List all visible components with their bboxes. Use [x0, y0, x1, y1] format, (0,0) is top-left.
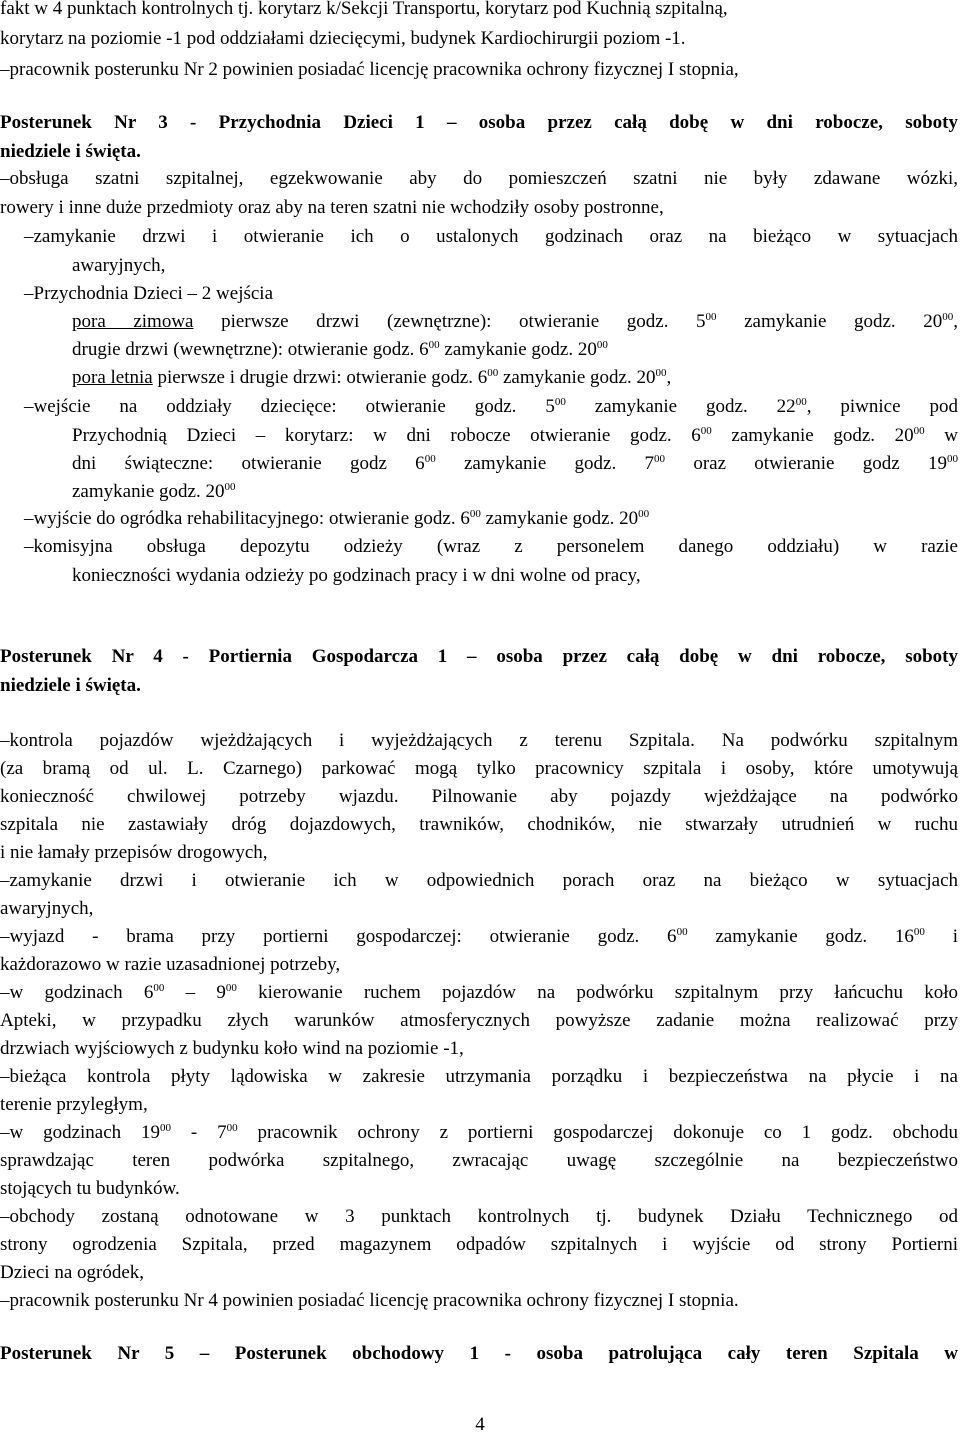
text-span: ,	[666, 367, 672, 388]
text-line	[0, 925, 958, 949]
text-line: fakt w 4 punktach kontrolnych tj. korytarz k/Sekcji Transportu, korytarz pod Kuchnią szpitalną,	[0, 0, 728, 19]
text-line: stojących tu budynków.	[0, 1178, 180, 1199]
superscript-minutes: 00	[947, 453, 959, 465]
text-line: sprawdzając teren podwórka szpitalnego, zwracając uwagę szczególnie na bezpieczeństwo	[0, 1150, 958, 1171]
text-span: zamykanie godz. 20	[498, 367, 656, 388]
text-span: –wejście na oddziały dziecięce: otwieranie godz. 5	[24, 396, 555, 417]
superscript-minutes: 00	[913, 926, 925, 938]
superscript-minutes: 00	[554, 396, 566, 408]
text-line: konieczność chwilowej potrzeby wjazdu. Pilnowanie aby pojazdy wjeżdżające na podwórko	[0, 786, 958, 807]
superscript-minutes: 00	[226, 1122, 238, 1134]
text-line	[72, 338, 958, 362]
text-span: zamykanie godz. 20	[716, 311, 943, 332]
text-span: - 7	[171, 1122, 227, 1143]
superscript-minutes: 00	[655, 367, 667, 379]
text-line: i nie łamały przepisów drogowych,	[0, 842, 268, 863]
text-line: –kontrola pojazdów wjeżdżających i wyjeżdżających z terenu Szpitala. Na podwórku szpitalnym	[0, 730, 958, 751]
text-line: –obchody zostaną odnotowane w 3 punktach kontrolnych tj. budynek Działu Technicznego od	[0, 1206, 958, 1227]
text-span: w	[924, 425, 958, 446]
superscript-minutes: 00	[160, 1122, 172, 1134]
text-line: Posterunek Nr 3 - Przychodnia Dzieci 1 – osoba przez całą dobę w dni robocze, soboty	[0, 112, 958, 133]
text-line: –komisyjna obsługa depozytu odzieży (wraz z personelem danego oddziału) w razie	[24, 536, 958, 557]
text-span: oraz otwieranie godz 19	[665, 453, 948, 474]
text-line	[24, 395, 958, 419]
text-span: pierwsze drzwi (zewnętrzne): otwieranie godz. 5	[193, 311, 706, 332]
text-line: strony ogrodzenia Szpitala, przed magazynem odpadów szpitalnych i wyjście od strony Portierni	[0, 1234, 958, 1255]
text-line: –zamykanie drzwi i otwieranie ich o ustalonych godzinach oraz na bieżąco w sytuacjach	[24, 226, 958, 247]
text-span: zamykanie godz. 20	[480, 508, 639, 529]
text-line	[24, 507, 958, 531]
superscript-minutes: 00	[942, 311, 954, 323]
text-span: pracownik ochrony z portierni gospodarczej dokonuje co 1 godz. obchodu	[237, 1122, 959, 1143]
text-line	[72, 310, 958, 334]
text-span: kierowanie ruchem pojazdów na podwórku szpitalnym przy łańcuchu koło	[236, 982, 959, 1003]
superscript-minutes: 00	[225, 982, 237, 994]
text-line: Apteki, w przypadku złych warunków atmosferycznych powyższe zadanie można realizować przy	[0, 1010, 958, 1031]
text-line: awaryjnych,	[72, 255, 166, 276]
text-span: i	[924, 926, 958, 947]
superscript-minutes: 00	[913, 425, 925, 437]
text-span: zamykanie godz. 22	[565, 396, 796, 417]
text-line	[72, 480, 958, 504]
text-span: – 9	[164, 982, 226, 1003]
text-span: , piwnice pod	[806, 396, 958, 417]
page-number: 4	[475, 1414, 485, 1435]
text-line: –zamykanie drzwi i otwieranie ich w odpowiednich porach oraz na bieżąco w sytuacjach	[0, 870, 958, 891]
text-span: drugie drzwi (wewnętrzne): otwieranie godz. 6	[72, 339, 429, 360]
text-line: niedziele i święta.	[0, 141, 141, 162]
text-line: awaryjnych,	[0, 898, 94, 919]
text-line: (za bramą od ul. L. Czarnego) parkować mogą tylko pracownicy szpitala i osoby, które umotywują	[0, 758, 958, 779]
superscript-minutes: 00	[795, 396, 807, 408]
text-line: terenie przyległym,	[0, 1094, 148, 1115]
text-line	[72, 424, 958, 448]
text-line: –Przychodnia Dzieci – 2 wejścia	[24, 283, 274, 304]
superscript-minutes: 00	[469, 508, 481, 520]
text-line: Posterunek Nr 4 - Portiernia Gospodarcza 1 – osoba przez całą dobę w dni robocze, soboty	[0, 646, 958, 667]
text-line: –pracownik posterunku Nr 2 powinien posiadać licencję pracownika ochrony fizycznej I stopnia,	[0, 59, 739, 80]
text-span: zamykanie godz. 7	[435, 453, 655, 474]
text-line: Dzieci na ogródek,	[0, 1262, 145, 1283]
text-line	[0, 1121, 958, 1145]
text-line: rowery i inne duże przedmioty oraz aby na teren szatni nie wchodziły osoby postronne,	[0, 197, 664, 218]
text-line: szpitala nie zastawiały dróg dojazdowych, trawników, chodników, nie stwarzały utrudnień w ruchu	[0, 814, 958, 835]
text-line: drzwiach wyjściowych z budynku koło wind na poziomie -1,	[0, 1038, 464, 1059]
superscript-minutes: 00	[153, 982, 165, 994]
text-span: dni świąteczne: otwieranie godz 6	[72, 453, 425, 474]
text-line: –obsługa szatni szpitalnej, egzekwowanie aby do pomieszczeń szatni nie były zdawane wózki,	[0, 168, 958, 189]
text-span: –w godzinach 19	[0, 1122, 161, 1143]
superscript-minutes: 00	[638, 508, 650, 520]
text-line: niedziele i święta.	[0, 675, 141, 696]
text-span: ,	[953, 311, 958, 332]
text-span: –wyjazd - brama przy portierni gospodarczej: otwieranie godz. 6	[0, 926, 677, 947]
season-label: pora letnia	[72, 367, 153, 388]
text-span: –wyjście do ogródka rehabilitacyjnego: otwieranie godz. 6	[24, 508, 470, 529]
superscript-minutes: 00	[487, 367, 499, 379]
text-line	[72, 366, 958, 390]
text-span: zamykanie godz. 20	[72, 481, 225, 502]
text-line: Posterunek Nr 5 – Posterunek obchodowy 1 - osoba patrolująca cały teren Szpitala w	[0, 1343, 958, 1364]
superscript-minutes: 00	[428, 339, 440, 351]
superscript-minutes: 00	[424, 453, 436, 465]
superscript-minutes: 00	[700, 425, 712, 437]
text-line: korytarz na poziomie -1 pod oddziałami dziecięcymi, budynek Kardiochirurgii poziom -1.	[0, 28, 686, 49]
superscript-minutes: 00	[676, 926, 688, 938]
text-line: konieczności wydania odzieży po godzinach pracy i w dni wolne od pracy,	[72, 565, 641, 586]
season-label: pora zimowa	[72, 311, 194, 332]
text-span: zamykanie godz. 20	[711, 425, 914, 446]
text-span: –w godzinach 6	[0, 982, 154, 1003]
text-span: zamykanie godz. 16	[687, 926, 914, 947]
superscript-minutes: 00	[224, 481, 236, 493]
text-span: pierwsze i drugie drzwi: otwieranie godz. 6	[152, 367, 488, 388]
superscript-minutes: 00	[705, 311, 717, 323]
superscript-minutes: 00	[654, 453, 666, 465]
text-line: –bieżąca kontrola płyty lądowiska w zakresie utrzymania porządku i bezpieczeństwa na płycie i na	[0, 1066, 958, 1087]
superscript-minutes: 00	[596, 339, 608, 351]
text-span: Przychodnią Dzieci – korytarz: w dni robocze otwieranie godz. 6	[72, 425, 701, 446]
text-line: –pracownik posterunku Nr 4 powinien posiadać licencję pracownika ochrony fizycznej I stopnia.	[0, 1290, 739, 1311]
text-line	[0, 981, 958, 1005]
text-line: każdorazowo w razie uzasadnionej potrzeby,	[0, 954, 341, 975]
text-span: zamykanie godz. 20	[439, 339, 597, 360]
text-line	[72, 452, 958, 476]
